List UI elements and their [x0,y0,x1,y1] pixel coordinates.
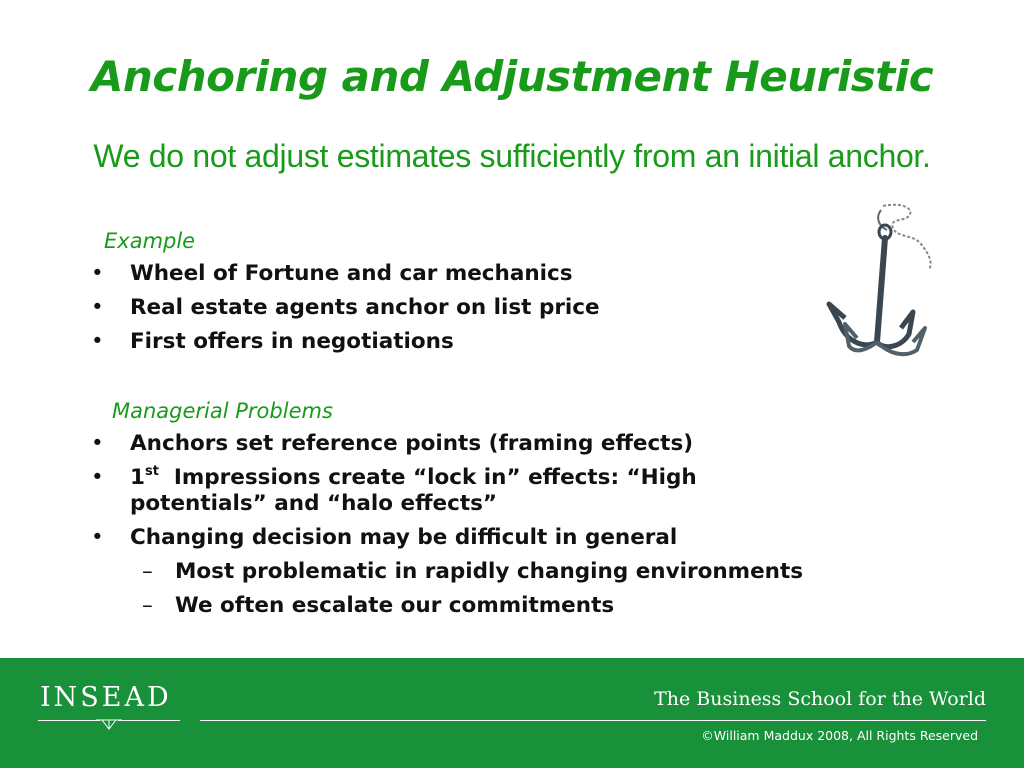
bullet-icon: • [91,431,104,456]
bullet-text: Most problematic in rapidly changing environments [175,559,804,584]
list-item [88,525,808,551]
sub-list-item [88,593,808,619]
example-bullet-list [88,261,600,363]
example-heading: Example [104,229,196,253]
logo-rule [118,720,180,721]
list-item [88,295,600,321]
bullet-icon: • [91,329,104,354]
copyright-text: ©William Maddux 2008, All Rights Reserved [701,728,978,743]
slide-title: Anchoring and Adjustment Heuristic [90,52,934,101]
bullet-icon: • [91,465,104,490]
footer-bar [0,658,1024,768]
list-item [88,431,808,457]
managerial-heading: Managerial Problems [112,399,333,423]
bullet-text: Changing decision may be difficult in general [130,525,678,550]
footer-divider [200,720,986,721]
logo-rule [38,720,100,721]
bullet-prefix: 1 [130,465,145,490]
anchor-icon [805,200,945,370]
managerial-bullet-list [88,431,808,627]
dash-icon: – [142,559,153,584]
bullet-icon: • [91,525,104,550]
tagline: The Business School for the World [654,688,986,710]
bullet-text: First offers in negotiations [130,329,454,354]
bullet-text: We often escalate our commitments [175,593,615,618]
bullet-text: Real estate agents anchor on list price [130,295,600,320]
dash-icon: – [142,593,153,618]
sub-list-item [88,559,808,585]
list-item [88,329,600,355]
list-item [88,261,600,287]
list-item [88,465,808,517]
bullet-text: Impressions create “lock in” effects: “High potentials” and “halo effects” [130,465,705,516]
bullet-text: Wheel of Fortune and car mechanics [130,261,573,286]
bullet-text: Anchors set reference points (framing effects) [130,431,694,456]
slide-subtitle: We do not adjust estimates sufficiently from an initial anchor. [93,138,931,174]
insead-logo: INSEAD [40,682,172,713]
superscript: st [144,464,159,479]
bullet-icon: • [91,261,104,286]
bullet-icon: • [91,295,104,320]
